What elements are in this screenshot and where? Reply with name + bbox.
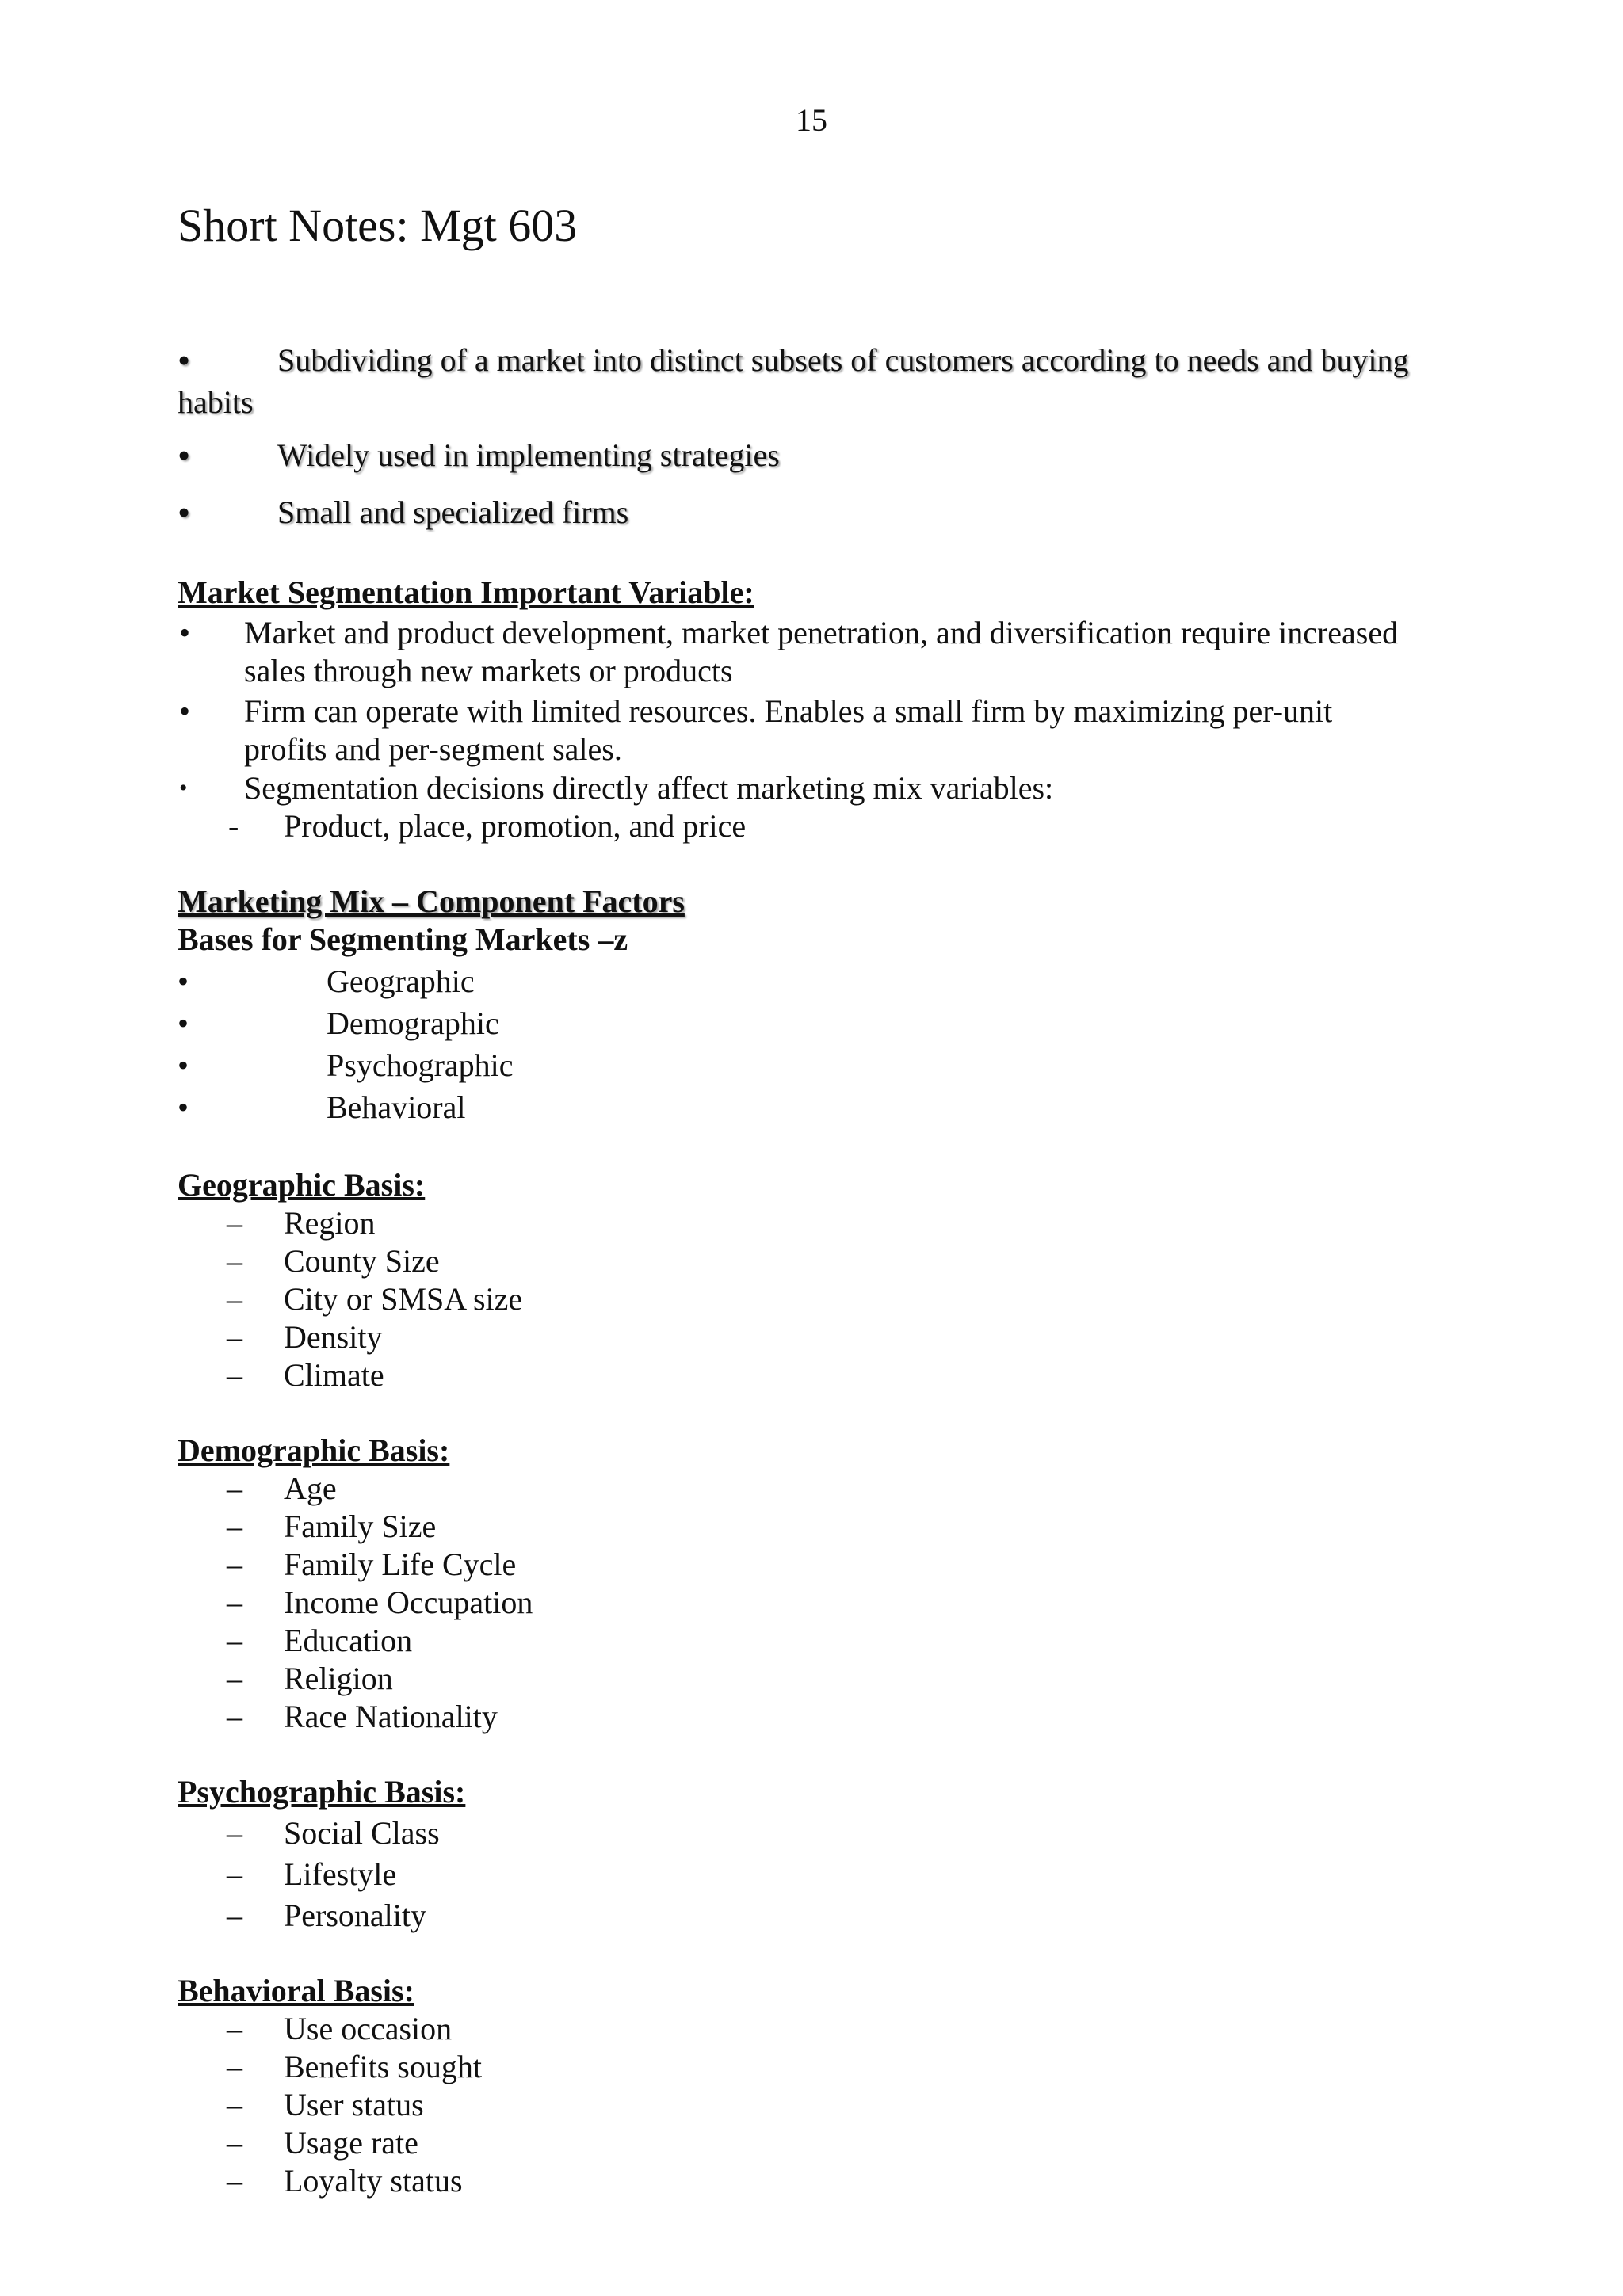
intro-bullet-text: Subdividing of a market into distinct subsets of customers according to needs and buying [277, 342, 1409, 378]
dash-marker: – [227, 1623, 242, 1658]
document-title: Short Notes: Mgt 603 [178, 200, 578, 251]
section-heading-demographic: Demographic Basis: [178, 1432, 450, 1468]
bullet-icon: • [178, 435, 191, 475]
section-heading-marketing-mix: Marketing Mix – Component Factors [178, 883, 685, 919]
segmentation-item-line: Market and product development, market penetration, and diversification require increased [244, 615, 1399, 650]
dash-marker: – [227, 1856, 242, 1892]
segmentation-sub-item: Product, place, promotion, and price [284, 808, 747, 844]
behavioral-item: User status [284, 2087, 424, 2122]
bases-item: Geographic [327, 963, 475, 999]
section-heading-behavioral: Behavioral Basis: [178, 1973, 414, 2008]
intro-bullet-text: Small and specialized firms [277, 494, 629, 530]
dash-marker: – [227, 1281, 242, 1317]
intro-bullet-text: Widely used in implementing strategies [277, 437, 780, 473]
geographic-item: County Size [284, 1243, 440, 1279]
bullet-icon: • [179, 775, 188, 801]
bullet-icon: • [178, 1047, 189, 1083]
bases-item: Demographic [327, 1005, 499, 1041]
segmentation-item-line: Firm can operate with limited resources. Enables a small firm by maximizing per-unit [244, 693, 1333, 729]
bases-item: Psychographic [327, 1047, 514, 1083]
bullet-icon: • [178, 1089, 189, 1125]
geographic-item: City or SMSA size [284, 1281, 523, 1317]
segmentation-item-line: sales through new markets or products [244, 653, 733, 688]
geographic-item: Climate [284, 1357, 384, 1393]
dash-marker: – [227, 2049, 242, 2084]
dash-marker: – [227, 1508, 242, 1544]
segmentation-item-line: profits and per-segment sales. [244, 731, 622, 767]
demographic-item: Education [284, 1623, 413, 1658]
demographic-item: Family Life Cycle [284, 1547, 517, 1582]
bullet-icon: • [178, 963, 189, 999]
dash-marker: – [227, 1205, 242, 1241]
dash-marker: – [227, 1547, 242, 1582]
demographic-item: Age [284, 1470, 337, 1506]
dash-marker: – [227, 1585, 242, 1620]
geographic-item: Region [284, 1205, 376, 1241]
dash-marker: – [227, 1357, 242, 1393]
dash-marker: – [227, 1897, 242, 1933]
subheading-bases: Bases for Segmenting Markets –z [178, 921, 628, 957]
bullet-icon: • [179, 693, 191, 729]
dash-marker: – [227, 1319, 242, 1355]
dash-marker: – [227, 1815, 242, 1851]
bullet-icon: • [178, 340, 191, 380]
demographic-item: Family Size [284, 1508, 437, 1544]
dash-marker: – [227, 1699, 242, 1734]
dash-marker: – [227, 2163, 242, 2199]
behavioral-item: Use occasion [284, 2011, 453, 2046]
behavioral-item: Benefits sought [284, 2049, 482, 2084]
page-number: 15 [796, 102, 827, 138]
section-heading-segmentation: Market Segmentation Important Variable: [178, 574, 754, 610]
psychographic-item: Social Class [284, 1815, 440, 1851]
demographic-item: Income Occupation [284, 1585, 533, 1620]
behavioral-item: Loyalty status [284, 2163, 463, 2199]
bullet-icon: • [178, 492, 191, 532]
intro-bullet-continuation-text: habits [178, 384, 254, 420]
psychographic-item: Lifestyle [284, 1856, 397, 1892]
bullet-icon: • [178, 1005, 189, 1041]
segmentation-item-line: Segmentation decisions directly affect marketing mix variables: [244, 770, 1054, 806]
geographic-item: Density [284, 1319, 383, 1355]
demographic-item: Race Nationality [284, 1699, 498, 1734]
bullet-icon: • [179, 615, 191, 650]
dash-marker: – [227, 2125, 242, 2161]
behavioral-item: Usage rate [284, 2125, 418, 2161]
dash-marker: – [227, 1243, 242, 1279]
bases-item: Behavioral [327, 1089, 466, 1125]
hyphen-marker: - [228, 808, 239, 844]
dash-marker: – [227, 2087, 242, 2122]
dash-marker: – [227, 1661, 242, 1696]
section-heading-psychographic: Psychographic Basis: [178, 1774, 466, 1810]
psychographic-item: Personality [284, 1897, 426, 1933]
dash-marker: – [227, 2011, 242, 2046]
dash-marker: – [227, 1470, 242, 1506]
demographic-item: Religion [284, 1661, 393, 1696]
section-heading-geographic: Geographic Basis: [178, 1167, 426, 1203]
